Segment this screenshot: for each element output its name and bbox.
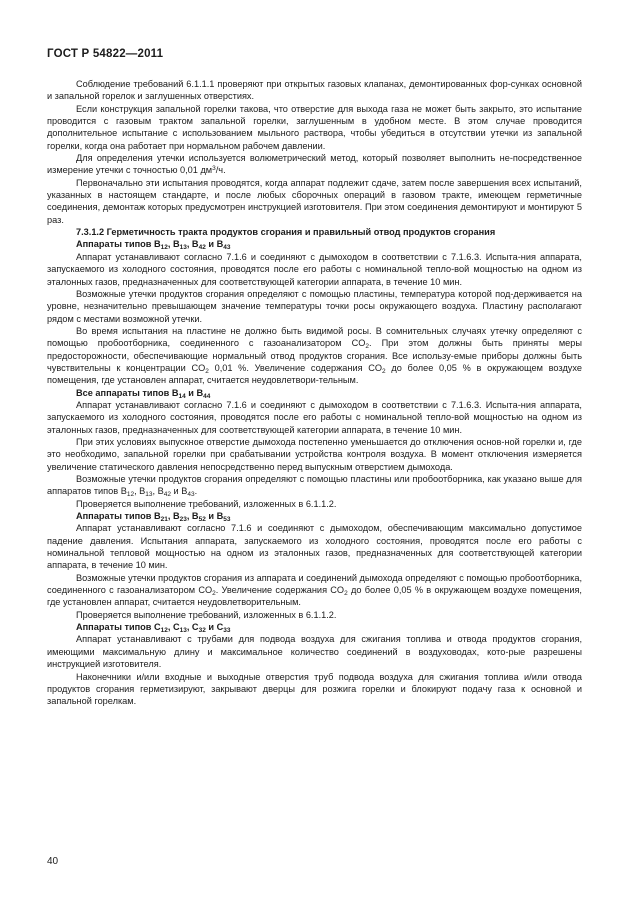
body-paragraph	[47, 152, 582, 177]
text-run: Возможные утечки продуктов сгорания определяют с помощью пластины или пробоотборника, как указано выше для аппаратов типов B	[47, 474, 582, 497]
text-run: , C	[186, 622, 199, 633]
text-run: Возможные утечки продуктов сгорания из аппарата и соединений дымохода определяют с помощью пробоотборника, соединенного с газоанализатором CO	[47, 572, 582, 596]
body-paragraph	[47, 177, 582, 226]
text-run: Аппараты типов C	[76, 622, 161, 633]
subscript: 13	[179, 627, 187, 635]
document-header: ГОСТ Р 54822—2011	[47, 48, 164, 60]
subscript: 14	[178, 392, 186, 400]
document-body	[47, 78, 582, 708]
subscript: 43	[187, 491, 195, 499]
subscript: 53	[223, 516, 231, 524]
body-paragraph	[47, 671, 582, 708]
text-run: Аппарат устанавливают согласно 7.1.6 и соединяют с дымоходом в соответствии с 7.1.6.3. Испыта-ния аппарата, запускаемого из холодного состояния, проводятся после его работы с номинальной тепло-вой мощностью на одном из эталонных газов, предназначенных для соответствующей категории аппарата, в течение 10 мин.	[47, 251, 582, 287]
body-paragraph	[47, 609, 582, 621]
text-run: и B	[185, 387, 204, 398]
subscript: 52	[198, 516, 206, 524]
body-paragraph	[47, 288, 582, 325]
section-heading	[47, 226, 582, 238]
body-paragraph	[47, 572, 582, 609]
page-number: 40	[47, 856, 59, 867]
text-run: 0,01 %. Увеличение содержания CO	[208, 362, 383, 373]
text-run: до более 0,05 % в окружающем воздухе помещения, где установлен аппарат, считается неудовлетвори-тельным.	[47, 362, 583, 386]
body-paragraph	[47, 325, 582, 387]
subscript: 23	[179, 516, 187, 524]
text-run: . При этом должны быть приняты меры предосторожности, обеспечивающие нормальный отвод продуктов сгорания. Все использу-емые приборы должны быть чувствительны к концентрации CO	[47, 338, 583, 373]
subscript: 33	[223, 627, 231, 635]
text-run: При этих условиях выпускное отверстие дымохода постепенно уменьшается до отключения основ-ной горелки и, где это необходимо, запальной горелки при срабатывании устройства контроля воздуха. В момент отключения измеряется увеличение статического давления непосредственно перед выпускным отверстием дымохода.	[47, 436, 582, 472]
body-paragraph	[47, 78, 582, 103]
text-run: , B	[167, 239, 180, 250]
body-paragraph	[47, 436, 582, 473]
subscript: 42	[163, 491, 171, 499]
body-paragraph	[47, 251, 582, 288]
text-run: Аппараты типов B	[76, 239, 161, 250]
subscript: 2	[205, 367, 209, 375]
text-run: Соблюдение требований 6.1.1.1 проверяют при открытых газовых клапанах, демонтированных фор-сунках основной и запальной горелок и заглушенных отверстиях.	[47, 79, 582, 102]
text-run: , B	[186, 511, 199, 522]
subscript: 2	[365, 343, 369, 351]
text-run: , B	[167, 511, 180, 522]
section-heading	[47, 621, 582, 633]
text-run: . Увеличение содержания CO	[215, 585, 345, 596]
text-run: и B	[205, 511, 224, 522]
subscript: 42	[198, 244, 206, 252]
body-paragraph	[47, 473, 582, 498]
subscript: 2	[212, 590, 216, 598]
subscript: 2	[382, 367, 386, 375]
subscript: 43	[223, 244, 231, 252]
text-run: Аппараты типов B	[76, 511, 161, 522]
subscript: 21	[160, 516, 168, 524]
text-run: Первоначально эти испытания проводятся, когда аппарат подлежит сдаче, затем после завершения всех испытаний, указанных в настоящем стандарте, и после любых сборочных операций в газовом тракте, имеющем герметичные соединения, демонтаж которых предусмотрен инструкцией изготовителя. При этом соединения демонтируют и монтируют 5 раз.	[47, 177, 582, 225]
text-run: Проверяется выполнение требований, изложенных в 6.1.1.2.	[76, 498, 337, 509]
subscript: 32	[198, 627, 206, 635]
subscript: 12	[160, 244, 168, 252]
text-run: Аппарат устанавливают согласно 7.1.6 и соединяют с дымоходом в соответствии с 7.1.6.3. Испыта-ния аппарата, запускаемого из холодного состояния, проводятся после его работы с номинальной тепло-вой мощностью на одном из эталонных газов, предназначенных для соответствующей категории аппарата, в течение 10 мин.	[47, 399, 582, 435]
section-heading	[47, 238, 582, 250]
subscript: 12	[126, 491, 135, 499]
body-paragraph	[47, 633, 582, 670]
subscript: 2	[344, 590, 348, 598]
text-run: и B	[171, 486, 188, 497]
body-paragraph	[47, 103, 582, 152]
text-run: .	[194, 486, 198, 497]
text-run: , B	[186, 239, 199, 250]
text-run: Проверяется выполнение требований, изложенных в 6.1.1.2.	[76, 609, 337, 620]
text-run: , B	[152, 486, 164, 497]
text-run: 7.3.1.2 Герметичность тракта продуктов сгорания и правильный отвод продуктов сгорания	[76, 227, 496, 238]
section-heading	[47, 510, 582, 522]
text-run: Во время испытания на пластине не должно быть видимой росы. В сомнительных случаях утечку определяют с помощью пробоотборника, соединенного с газоанализатором CO	[47, 325, 582, 349]
text-run: и C	[205, 622, 224, 633]
text-run: , B	[134, 486, 146, 497]
section-heading	[47, 387, 582, 399]
text-run: и B	[205, 239, 224, 250]
body-paragraph	[47, 522, 582, 571]
text-run: Возможные утечки продуктов сгорания определяют с помощью пластины, температура которой под-держивается на уровне, незначительно превышающем значение температуры точки росы окружающего воздуха. Пластину располагают рядом с местами возможной утечки.	[47, 288, 582, 324]
text-run: Если конструкция запальной горелки такова, что отверстие для выхода газа не может быть закрыто, это испытание проводится с газовым трактом запальной горелки, заглушенным в удобном месте. В этом случае проводится дополнительное испытание с использованием мыльного раствора, чтобы убедиться в отсутствии утечки из запальной горелки, когда она работает при нормальном рабочем давлении.	[47, 103, 582, 151]
text-run: Все аппараты типов B	[76, 387, 179, 398]
text-run: Аппарат устанавливают с трубами для подвода воздуха для сжигания топлива и отвода продуктов сгорания, имеющими максимальную длину и максимальное количество соединений в воздуховодах, кото-рые разрешены инструкцией изготовителя.	[47, 634, 582, 670]
text-run: , C	[167, 622, 180, 633]
text-run: Наконечники и/или входные и выходные отверстия труб подвода воздуха для сжигания топлива и/или отвода продуктов сгорания герметизируют, закрывают дверцы для розжига горелки и блокируют подачу газа к основной и запальной горелкам.	[47, 671, 582, 707]
text-run: до более 0,05 % в окружающем воздухе помещения, где установлен аппарат, считается неудовлетворительным.	[47, 585, 582, 608]
body-paragraph	[47, 498, 582, 510]
body-paragraph	[47, 399, 582, 436]
subscript: 13	[179, 244, 187, 252]
text-run: Для определения утечки используется волюметрический метод, который позволяет выполнить не-посредственное измерение утечки с точностью 0,01 дм	[47, 153, 582, 176]
subscript: 12	[160, 627, 168, 635]
text-run: /ч.	[215, 165, 226, 176]
superscript: 3	[212, 165, 216, 173]
subscript: 44	[203, 392, 211, 400]
subscript: 13	[145, 491, 153, 499]
text-run: Аппарат устанавливают согласно 7.1.6 и соединяют с дымоходом, обеспечивающим максимально допустимое падение давления. Испытания аппарата, запускаемого из холодного состояния, проводятся после его работы с номинальной тепловой мощностью на одном из эталонных газов, предназначенных для соответствующей категории аппарата, в течение 10 мин.	[47, 523, 582, 571]
